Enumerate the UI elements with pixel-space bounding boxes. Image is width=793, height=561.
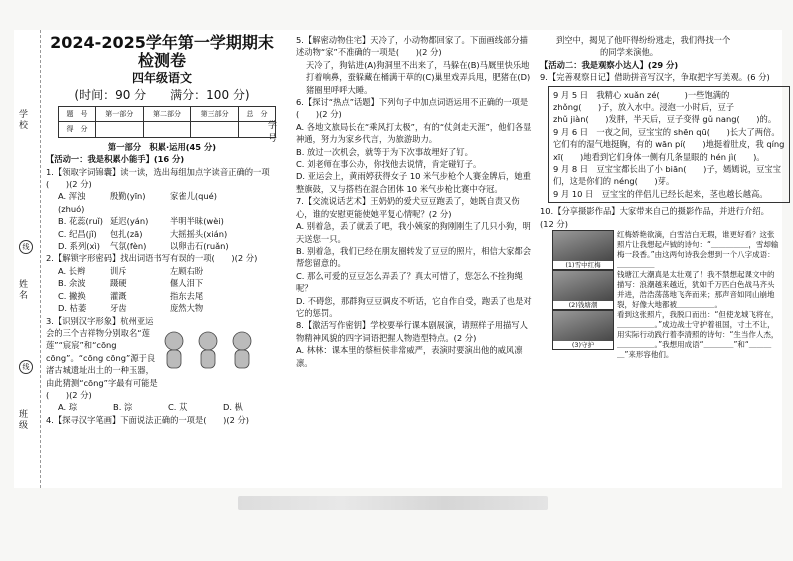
photo-caption: (3)守护: [553, 341, 613, 349]
mascot-illustration: [158, 329, 258, 377]
middle-column: [296, 34, 534, 369]
exam-time: (时间：90 分 满分：100 分): [74, 88, 250, 102]
activity1-heading: 【活动一：我是积累小能手】(16 分): [46, 154, 185, 165]
question-4: 4.【探寻汉字笔画】下面说法正确的一项是( )(2 分): [46, 414, 250, 425]
option: 左顾右盼: [170, 265, 204, 276]
diary-line: zhǔ jiàn( )发胖，半天后，豆子变得 gǔ nang( )的。: [553, 114, 777, 125]
option: 训斥: [110, 265, 127, 276]
option: D. 枞: [223, 402, 243, 413]
photo-caption: (1)雪中红梅: [553, 261, 613, 269]
q6-option-c: C. 刘老师在事公办，你找他去说情，肯定碰钉子。: [296, 159, 482, 170]
q7-option-c: C. 那么可爱的豆豆怎么弄丢了？真太可惜了，您怎么不拴狗绳呢？: [296, 270, 523, 294]
option: 殷勤(yīn): [110, 191, 146, 202]
blurred-footer-watermark: [238, 496, 548, 510]
q6-option-b: B. 放过一次机会，就等于为下次事故埋好了钉。: [296, 146, 473, 157]
option: A. 长辫: [58, 265, 86, 276]
question-9: 9.【完善观察日记】借助拼音写汉字，争取把字写美观。(6 分): [540, 72, 770, 83]
q8-item-a: A. 林林：课本里的蔡桓侯非常威严，表演时要演出他的威风凛凛。: [296, 345, 523, 368]
photo-description: 看到这张照片，我脱口而出：“但使龙城飞将在，＿＿＿＿＿。”成边战士守护着祖国，寸土不让，用实际行动践行着李清照的诗句：“生当作人杰，＿＿＿＿＿。”我想用成语“＿＿＿＿”和“＿＿＿＿”来形容他们。: [617, 310, 779, 360]
part1-heading: 第一部分 积累·运用(45 分): [107, 141, 217, 152]
option: 延迟(yán): [110, 216, 149, 227]
score-header: 题 号: [59, 107, 96, 122]
photo-description: 钱塘江大潮真是太壮观了！我不禁想起课文中的描写：浪潮越来越近，犹如千万匹白色战马齐头并进，浩浩荡荡地飞奔而来；那声音如同山崩地裂，好像大地都被＿＿＿＿＿。: [617, 270, 775, 310]
observation-diary: [548, 86, 790, 204]
option: 大摇摇头(xián): [170, 228, 228, 239]
q5-passage: 天冷了，狗钻进(A)狗洞里不出来了，马躲在(B)马厩里快乐地打着响鼻，蚕躲藏在桶满干草的(C)巢里戏弄兵甩，肥猪在(D)猪圈里呼呼大睡。: [306, 59, 531, 95]
option: D. 枯萎: [58, 303, 87, 314]
question-2: 2.【解锁字形密码】找出词语书写有误的一项( )(2 分): [46, 253, 258, 264]
exam-title: 2024-2025学年第一学期期末检测卷: [50, 33, 274, 70]
score-cell[interactable]: [191, 122, 239, 137]
option: B. 花蕊(ruǐ): [58, 216, 104, 227]
score-header: 第二部分: [143, 107, 191, 122]
score-cell[interactable]: [143, 122, 191, 137]
score-header: 第三部分: [191, 107, 239, 122]
option: 偃人泪下: [170, 278, 204, 289]
q7-option-b: B. 别着急，我们已经在朋友圈转发了豆豆的照片，相信大家都会帮您留意的。: [296, 245, 531, 269]
question-5: 5.【解密动物住宅】天冷了，小动物都回家了。下面画线部分描述动物“家”不准确的一项是( )(2 分): [296, 35, 528, 58]
question-10: 10.【分享摄影作品】大家带来自己的摄影作品，并进行介绍。(12 分): [540, 206, 769, 229]
option: A. 琮: [58, 402, 78, 413]
option: B. 淙: [113, 402, 133, 413]
photo-card: [552, 310, 780, 360]
score-table: [58, 106, 276, 138]
q3-options: [46, 401, 278, 413]
photo-description: 红梅娇艳欲滴，白雪洁白无瑕，谁更好看？这张照片让我想起卢钺的诗句：“＿＿＿＿＿，雪却输梅一段香。”由这两句诗我会想到一个八字成语：＿＿＿＿＿: [617, 230, 779, 270]
diary-line: 9 月 5 日 我精心 xuǎn zé( )一些饱满的: [553, 89, 730, 100]
option: A. 浑浊(zhuó): [58, 191, 86, 214]
student-number-label: 学号: [268, 121, 278, 144]
option: 半明半昧(wèi): [170, 216, 224, 227]
q7-option-a: A. 别着急，丢了就丢了吧，我小姨家的狗刚刚生了几只小狗，明天送您一只。: [296, 221, 531, 244]
name-label: 姓名: [18, 280, 28, 301]
option: D. 系列(xì): [58, 241, 100, 252]
option: C. 纪昌(jǐ): [58, 228, 97, 239]
cut-line-marker: 线: [19, 360, 33, 374]
q1-options: [46, 190, 278, 252]
option: 牙齿: [110, 303, 127, 314]
score-cell[interactable]: [239, 122, 276, 137]
option: 家雀儿(qué): [170, 191, 217, 202]
question-7: 7.【交流说话艺术】王奶奶的爱犬豆豆跑丢了，她既自责又伤心，谁的安慰更能使她平复心情呢？(2 分): [296, 196, 520, 219]
option: 气氛(fèn): [110, 241, 147, 252]
question-8: 8.【激活写作密钥】学校要举行课本剧展演，请照样子用描写人物精神风貌的四字词语把握人物造型特点。(2 分): [296, 320, 528, 343]
photo-card: [552, 270, 780, 310]
diary-line: 9 月 10 日 豆宝宝的伴侣儿已经长起来，茎也越长越高。: [553, 188, 768, 199]
option: 以卵击石(ruǎn): [170, 241, 229, 252]
binding-margin: [14, 30, 41, 488]
exam-subtitle: 四年级语文: [131, 71, 192, 85]
score-header: 第一部分: [95, 107, 143, 122]
question-3: 3.【识别汉字形象】杭州亚运会的三个吉祥物分别取名“莲莲”“宸宸”和“cōng cōng”。“cōng cōng”源于良渚古城遗址出土的一种玉器，由此猜测“cōng”字最有可能是( )(2 分): [46, 315, 158, 400]
school-label: 学校: [18, 110, 28, 131]
question-1: 1.【领取字词锦囊】读一读，选出每组加点字读音正确的一项( )(2 分): [46, 166, 270, 190]
diary-line: zhǒng( )子，放入水中。浸泡一小时后，豆子: [553, 102, 735, 113]
option: 灌溉: [110, 290, 127, 301]
option: 指东去尾: [170, 290, 204, 301]
score-label: 得 分: [59, 122, 96, 137]
photo-caption: (2)钱塘潮: [553, 301, 613, 309]
score-cell[interactable]: [95, 122, 143, 137]
q8-continued: 的同学来演他。: [600, 47, 659, 58]
q2-options: [46, 265, 278, 315]
q8-continued: 到空中，揭见了他吓得纷纷逃走，我们得找一个: [556, 35, 731, 45]
option: 包扎(zā): [110, 228, 143, 239]
diary-line: 9 月 8 日 豆宝宝都长出了小 biān( )子，嫣嫣说，豆宝宝们，这是你们的 néng( )芽。: [553, 164, 782, 187]
class-label: 班级: [18, 410, 28, 431]
right-column: [540, 34, 785, 360]
cut-line-marker: 线: [19, 240, 33, 254]
q6-option-d: D. 亚运会上，黄雨婷获得女子 10 米气步枪个人赛金牌后，她重整旗鼓，又与搭档在混合团体 10 米气步枪比赛中夺冠。: [296, 171, 531, 194]
photo-image: [552, 230, 614, 270]
photo-image: [552, 270, 614, 310]
option: C. 苁: [168, 402, 188, 413]
option: B. 余波: [58, 278, 86, 289]
photo-card: [552, 230, 780, 270]
photo-image: [552, 310, 614, 350]
activity2-heading: 【活动二：我是观察小达人】(29 分): [540, 59, 679, 70]
score-header: 总 分: [239, 107, 276, 122]
q7-option-d: D. 不碍您，那群狗豆豆调皮不听话，它自作自受，跑丢了也是对它的惩罚。: [296, 295, 532, 318]
option: C. 撇换: [58, 290, 86, 301]
option: 蹑硬: [110, 278, 127, 289]
diary-line: 9 月 6 日 一夜之间，豆宝宝的 shēn qū( )长大了两倍。它们有的湿气地挺胸，有的 wān pí( )地挺着肚皮，我 qíng xī( )地看到它们身体一侧有几条显眼的 hén jì( )。: [553, 126, 785, 162]
question-6: 6.【探讨“热点”话题】下列句子中加点词语运用不正确的一项是( )(2 分): [296, 97, 529, 120]
q6-option-a: A. 各地文旅局长在“乘风打太极”，有的“仗剑走天涯”，他们各显神通，努力为家乡代言，为旅游助力。: [296, 121, 532, 145]
option: 庞然大物: [170, 303, 204, 314]
